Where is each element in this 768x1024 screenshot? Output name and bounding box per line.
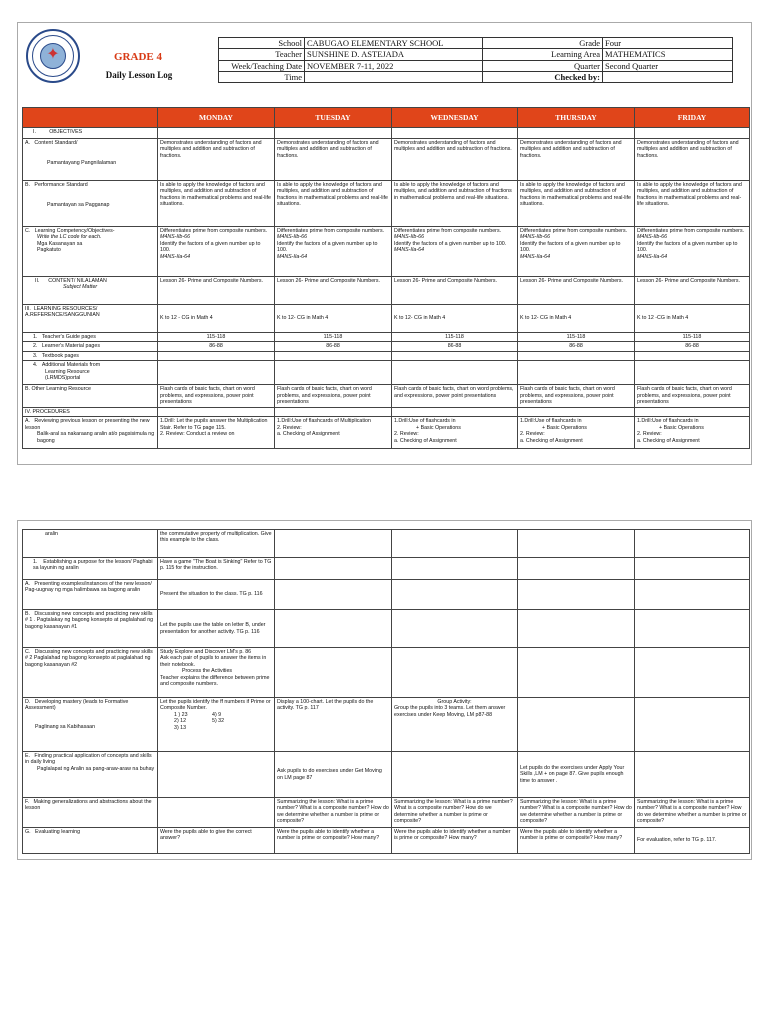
performance-standard-wed: Is able to apply the knowledge of factors and multiples, and addition and subtraction of fractions in mathematical problems and real-life situations. — [392, 181, 518, 227]
examples-row — [23, 580, 750, 610]
discuss-1-mon: Let the pupils use the table on letter B, under presentation for another activity. TG p. 116 — [158, 610, 275, 648]
discuss-2-row — [23, 648, 750, 698]
content-standard-wed: Demonstrates understanding of factors and multiples and addition and subtraction of fractions. — [392, 139, 518, 181]
learning-competency-sub1: Write the LC code for each. — [37, 234, 102, 241]
learning-resources-row — [23, 305, 750, 333]
performance-standard-sub: Pamantayan sa Pagganap — [47, 202, 110, 209]
learning-area-value: MATHEMATICS — [603, 49, 733, 60]
reference-wed: K to 12- CG in Math 4 — [392, 305, 518, 333]
learners-material-label: 2. Learner's Material pages — [23, 342, 158, 351]
content-standard-row — [23, 139, 750, 181]
content-standard-label: A. Content Standard/ — [25, 140, 78, 146]
content-standard-thu: Demonstrates understanding of factors and multiples and addition and subtraction of fractions. — [518, 139, 635, 181]
learning-competency-wed: Differentiates prime from composite numbers. M4NS-IIb-66 Identify the factors of a given number up to 100. M4NS-IIa-64 — [392, 227, 518, 277]
objectives-row — [23, 128, 750, 139]
textbook-row — [23, 351, 750, 360]
textbook-label: 3. Textbook pages — [23, 351, 158, 360]
time-label: Time — [219, 72, 305, 83]
content-fri: Lesson 26- Prime and Composite Numbers. — [635, 277, 750, 305]
content-thu: Lesson 26- Prime and Composite Numbers. — [518, 277, 635, 305]
performance-standard-label: B. Performance Standard — [25, 182, 88, 188]
content-sub: Subject Matter — [63, 284, 98, 291]
generalization-mon — [158, 798, 275, 828]
day-monday: MONDAY — [158, 108, 275, 128]
grade-label: Grade — [483, 38, 603, 49]
performance-standard-thu: Is able to apply the knowledge of factors and multiples, and addition and subtraction of fractions in mathematical problems and real-life situations. — [518, 181, 635, 227]
content-standard-sub: Pamantayang Pangnilalaman — [47, 160, 117, 167]
aralin-row — [23, 530, 750, 558]
review-wed: 1.Drill:Use of flashcards in + Basic Operations 2. Review: a. Checking of Assignment — [392, 417, 518, 449]
evaluation-row — [23, 828, 750, 854]
mastery-num-row: 3) 13 — [174, 724, 187, 731]
school-label: School — [219, 38, 305, 49]
generalization-row — [23, 798, 750, 828]
learning-competency-label: C. Learning Competency/Objectives- — [25, 228, 115, 234]
lesson-table-page-2 — [22, 529, 750, 854]
evaluation-tue: Were the pupils able to identify whether a number is prime or composite? How many? — [275, 828, 392, 854]
learning-resources-label: III. LEARNING RESOURCES/ — [25, 306, 98, 312]
content-tue: Lesson 26- Prime and Composite Numbers. — [275, 277, 392, 305]
purpose-label: 1. Establishing a purpose for the lesson/ Paghabi sa layunin ng aralin — [23, 558, 158, 580]
reference-tue: K to 12- CG in Math 4 — [275, 305, 392, 333]
content-mon: Lesson 26- Prime and Composite Numbers. — [158, 277, 275, 305]
grade-title: GRADE 4 — [114, 51, 162, 63]
review-sub: Balik-aral sa nakaraang aralin at/o pagsisimula ng bagong — [37, 431, 155, 444]
page-gap — [0, 465, 768, 520]
performance-standard-mon: Is able to apply the knowledge of factors and multiples, and addition and subtraction of fractions in mathematical problems and real-life situations. — [158, 181, 275, 227]
content-label: II. CONTENT/ NILALAMAN — [35, 278, 107, 284]
evaluation-label: G. Evaluating learning — [23, 828, 158, 854]
mastery-tue: Display a 100-chart. Let the pupils do the activity. TG p. 117 — [275, 698, 392, 752]
mastery-wed: Group Activity: Group the pupils into 3 teams. Let them answer exercises under Keep Moving, LM p87-88 — [392, 698, 518, 752]
learning-competency-thu: Differentiates prime from composite numbers. M4NS-IIb-66 Identify the factors of a given number up to 100. M4NS-IIa-64 — [518, 227, 635, 277]
evaluation-thu: Were the pupils able to identify whether a number is prime or composite? How many? — [518, 828, 635, 854]
aralin-label: aralin — [23, 530, 158, 558]
learning-competency-mon: Differentiates prime from composite numbers. M4NS-IIb-66 Identify the factors of a given number up to 100. M4NS-IIa-64 — [158, 227, 275, 277]
day-wednesday: WEDNESDAY — [392, 108, 518, 128]
other-resources-row: B. Other Learning Resource Flash cards of basic facts, chart on word problems, and expressions, power point presentations Flash cards of basic facts, chart on word problems, and expressions, power point presentations Flash cards of basic facts, chart on word problems, and expressions, power point presentations Flash cards of basic facts, chart on word problems, and expressions, power point presentations Flash cards of basic facts, chart on word problems, and expressions, power point presentations — [23, 385, 750, 407]
checked-by-label: Checked by: — [483, 72, 603, 83]
day-header-row — [23, 108, 750, 128]
day-friday: FRIDAY — [635, 108, 750, 128]
generalization-wed: Summarizing the lesson: What is a prime number? What is a composite number? How do we determine whether a number is prime or composite? — [392, 798, 518, 828]
evaluation-fri: For evaluation, refer to TG p. 117. — [635, 828, 750, 854]
content-standard-mon: Demonstrates understanding of factors and multiples and addition and subtraction of fractions. — [158, 139, 275, 181]
content-standard-tue: Demonstrates understanding of factors and multiples and addition and subtraction of fractions. — [275, 139, 392, 181]
learning-area-label: Learning Area — [483, 49, 603, 60]
mastery-row — [23, 698, 750, 752]
review-thu: 1.Drill:Use of flashcards in + Basic Operations 2. Review: a. Checking of Assignment — [518, 417, 635, 449]
additional-materials-row: 4. Additional Materials from Learning Resource (LRMDS)portal — [23, 361, 750, 385]
day-tuesday: TUESDAY — [275, 108, 392, 128]
discuss-2-mon: Study Explore and Discover LM's p. 86 Ask each pair of pupils to answer the items in their notebook. Process the Activities Teacher explains the difference between prime and composite numbers. — [158, 648, 275, 698]
review-row — [23, 417, 750, 449]
learning-competency-tue: Differentiates prime from composite numbers. M4NS-IIb-66 Identify the factors of a given number up to 100. M4NS-IIa-64 — [275, 227, 392, 277]
learning-competency-row — [23, 227, 750, 277]
quarter-value: Second Quarter — [603, 60, 733, 71]
discuss-2-label: C. Discussing new concepts and practicing new skills # 2 Paglalahad ng bagong konsepto at paglalahad ng bagong kasanayan #2 — [23, 648, 158, 698]
discuss-1-row — [23, 610, 750, 648]
lesson-log-page-2 — [17, 520, 752, 860]
evaluation-wed: Were the pupils able to identify whether a number is prime or composite? How many? — [392, 828, 518, 854]
grade-value: Four — [603, 38, 733, 49]
mastery-mon: Let the pupils identify the ff numbers if Prime or Composite Number. 1 ) 23 4) 9 2) 12 5) 32 3) 13 — [158, 698, 275, 752]
aralin-mon: the commutative property of multiplication. Give this example to the class. — [158, 530, 275, 558]
teachers-guide-row: 1. Teacher's Guide pages 115-118 115-118 115-118 115-118 115-118 — [23, 333, 750, 342]
content-standard-fri: Demonstrates understanding of factors and multiples and addition and subtraction of fractions. — [635, 139, 750, 181]
checked-by-value — [603, 72, 733, 83]
discuss-1-label: B. Discussing new concepts and practicing new skills # 1 . Pagtalakay ng bagong konsepto at paglalahad ng bagong kasanayan #1 — [23, 610, 158, 648]
teacher-value: SUNSHINE D. ASTEJADA — [305, 49, 483, 60]
objectives-label: I. OBJECTIVES — [23, 128, 158, 139]
performance-standard-row — [23, 181, 750, 227]
other-resources-label: B. Other Learning Resource — [23, 385, 158, 407]
learning-competency-fri: Differentiates prime from composite numbers. M4NS-IIb-66 Identify the factors of a given number up to 100. M4NS-IIa-64 — [635, 227, 750, 277]
examples-mon: Present the situation to the class. TG p. 116 — [158, 580, 275, 610]
generalization-thu: Summarizing the lesson: What is a prime number? What is a composite number? How do we determine whether a number is prime or composite? — [518, 798, 635, 828]
application-thu: Let pupils do the exercises under Apply Your Skills ,LM + on page 87. Give pupils enough time to answer . — [518, 752, 635, 798]
learning-competency-sub2: Mga Kasanayan sa Pagkatuto — [37, 240, 83, 254]
application-row — [23, 752, 750, 798]
quarter-label: Quarter — [483, 60, 603, 71]
reference-mon: K to 12 - CG in Math 4 — [158, 305, 275, 333]
review-mon: 1.Drill: Let the pupils answer the Multiplication Stair. Refer to TG page 115. 2. Review: Conduct a review on — [158, 417, 275, 449]
deped-seal-logo: ✦ — [26, 29, 80, 83]
time-value — [305, 72, 483, 83]
mastery-num-row: 2) 12 5) 32 — [174, 718, 225, 725]
learners-material-row: 2. Learner's Material pages 86-88 86-88 86-88 86-88 86-88 — [23, 342, 750, 351]
review-tue: 1.Drill:Use of flashcards of Multiplication 2. Review: a. Checking of Assignment — [275, 417, 392, 449]
application-sub: Paglalapat ng Aralin sa pang-araw-araw na buhay — [37, 765, 155, 772]
application-label: E. Finding practical application of concepts and skills in daily living — [25, 753, 152, 766]
week-value: NOVEMBER 7-11, 2022 — [305, 60, 483, 71]
day-thursday: THURSDAY — [518, 108, 635, 128]
teachers-guide-label: 1. Teacher's Guide pages — [23, 333, 158, 342]
mastery-sub: Paglinang sa Kabihasaan — [35, 723, 96, 730]
review-fri: 1.Drill:Use of flashcards in + Basic Operations 2. Review: a. Checking of Assignment — [635, 417, 750, 449]
school-value: CABUGAO ELEMENTARY SCHOOL — [305, 38, 483, 49]
dll-title: Daily Lesson Log — [105, 70, 173, 80]
lesson-log-page-1 — [17, 22, 752, 465]
reference-fri: K to 12 -CG in Math 4 — [635, 305, 750, 333]
mastery-num-row: 1 ) 23 4) 9 — [174, 711, 222, 718]
additional-materials-label: 4. Additional Materials from — [33, 362, 101, 369]
purpose-row — [23, 558, 750, 580]
reference-thu: K to 12- CG in Math 4 — [518, 305, 635, 333]
page-header — [18, 23, 752, 97]
procedures-row — [23, 407, 750, 416]
generalization-label: F. Making generalizations and abstractions about the lesson — [23, 798, 158, 828]
reference-label: A.REFERENCE/SANGGUNIAN — [25, 312, 100, 319]
review-label: A. Reviewing previous lesson or presenting the new lesson — [25, 418, 150, 431]
mastery-label: D. Developing mastery (leads to Formative Assessment) — [25, 699, 129, 712]
content-wed: Lesson 26- Prime and Composite Numbers. — [392, 277, 518, 305]
examples-label: A. Presenting examples/instances of the new lesson/ Pag-uugnay ng mga halimbawa sa bagong aralin — [23, 580, 158, 610]
procedures-label: IV. PROCEDURES — [23, 407, 158, 416]
lesson-table-page-1 — [22, 107, 750, 449]
evaluation-mon: Were the pupils able to give the correct answer? — [158, 828, 275, 854]
content-row — [23, 277, 750, 305]
performance-standard-fri: Is able to apply the knowledge of factors and multiples, and addition and subtraction of fractions in mathematical problems and real-life situations. — [635, 181, 750, 227]
generalization-fri: Summarizing the lesson: What is a prime number? What is a composite number? How do we determine whether a number is prime or composite? — [635, 798, 750, 828]
week-label: Week/Teaching Date — [219, 60, 305, 71]
purpose-mon: Have a game "The Boat is Sinking" Refer to TG p. 115 for the instruction. — [158, 558, 275, 580]
teacher-label: Teacher — [219, 49, 305, 60]
application-tue: Ask pupils to do exercises under Get Moving on LM page 87 — [275, 752, 392, 798]
generalization-tue: Summarizing the lesson: What is a prime number? What is a composite number? How do we determine whether a number is prime or composite? — [275, 798, 392, 828]
performance-standard-tue: Is able to apply the knowledge of factors and multiples, and addition and subtraction of fractions in mathematical problems and real-life situations. — [275, 181, 392, 227]
header-info-table — [218, 37, 733, 83]
